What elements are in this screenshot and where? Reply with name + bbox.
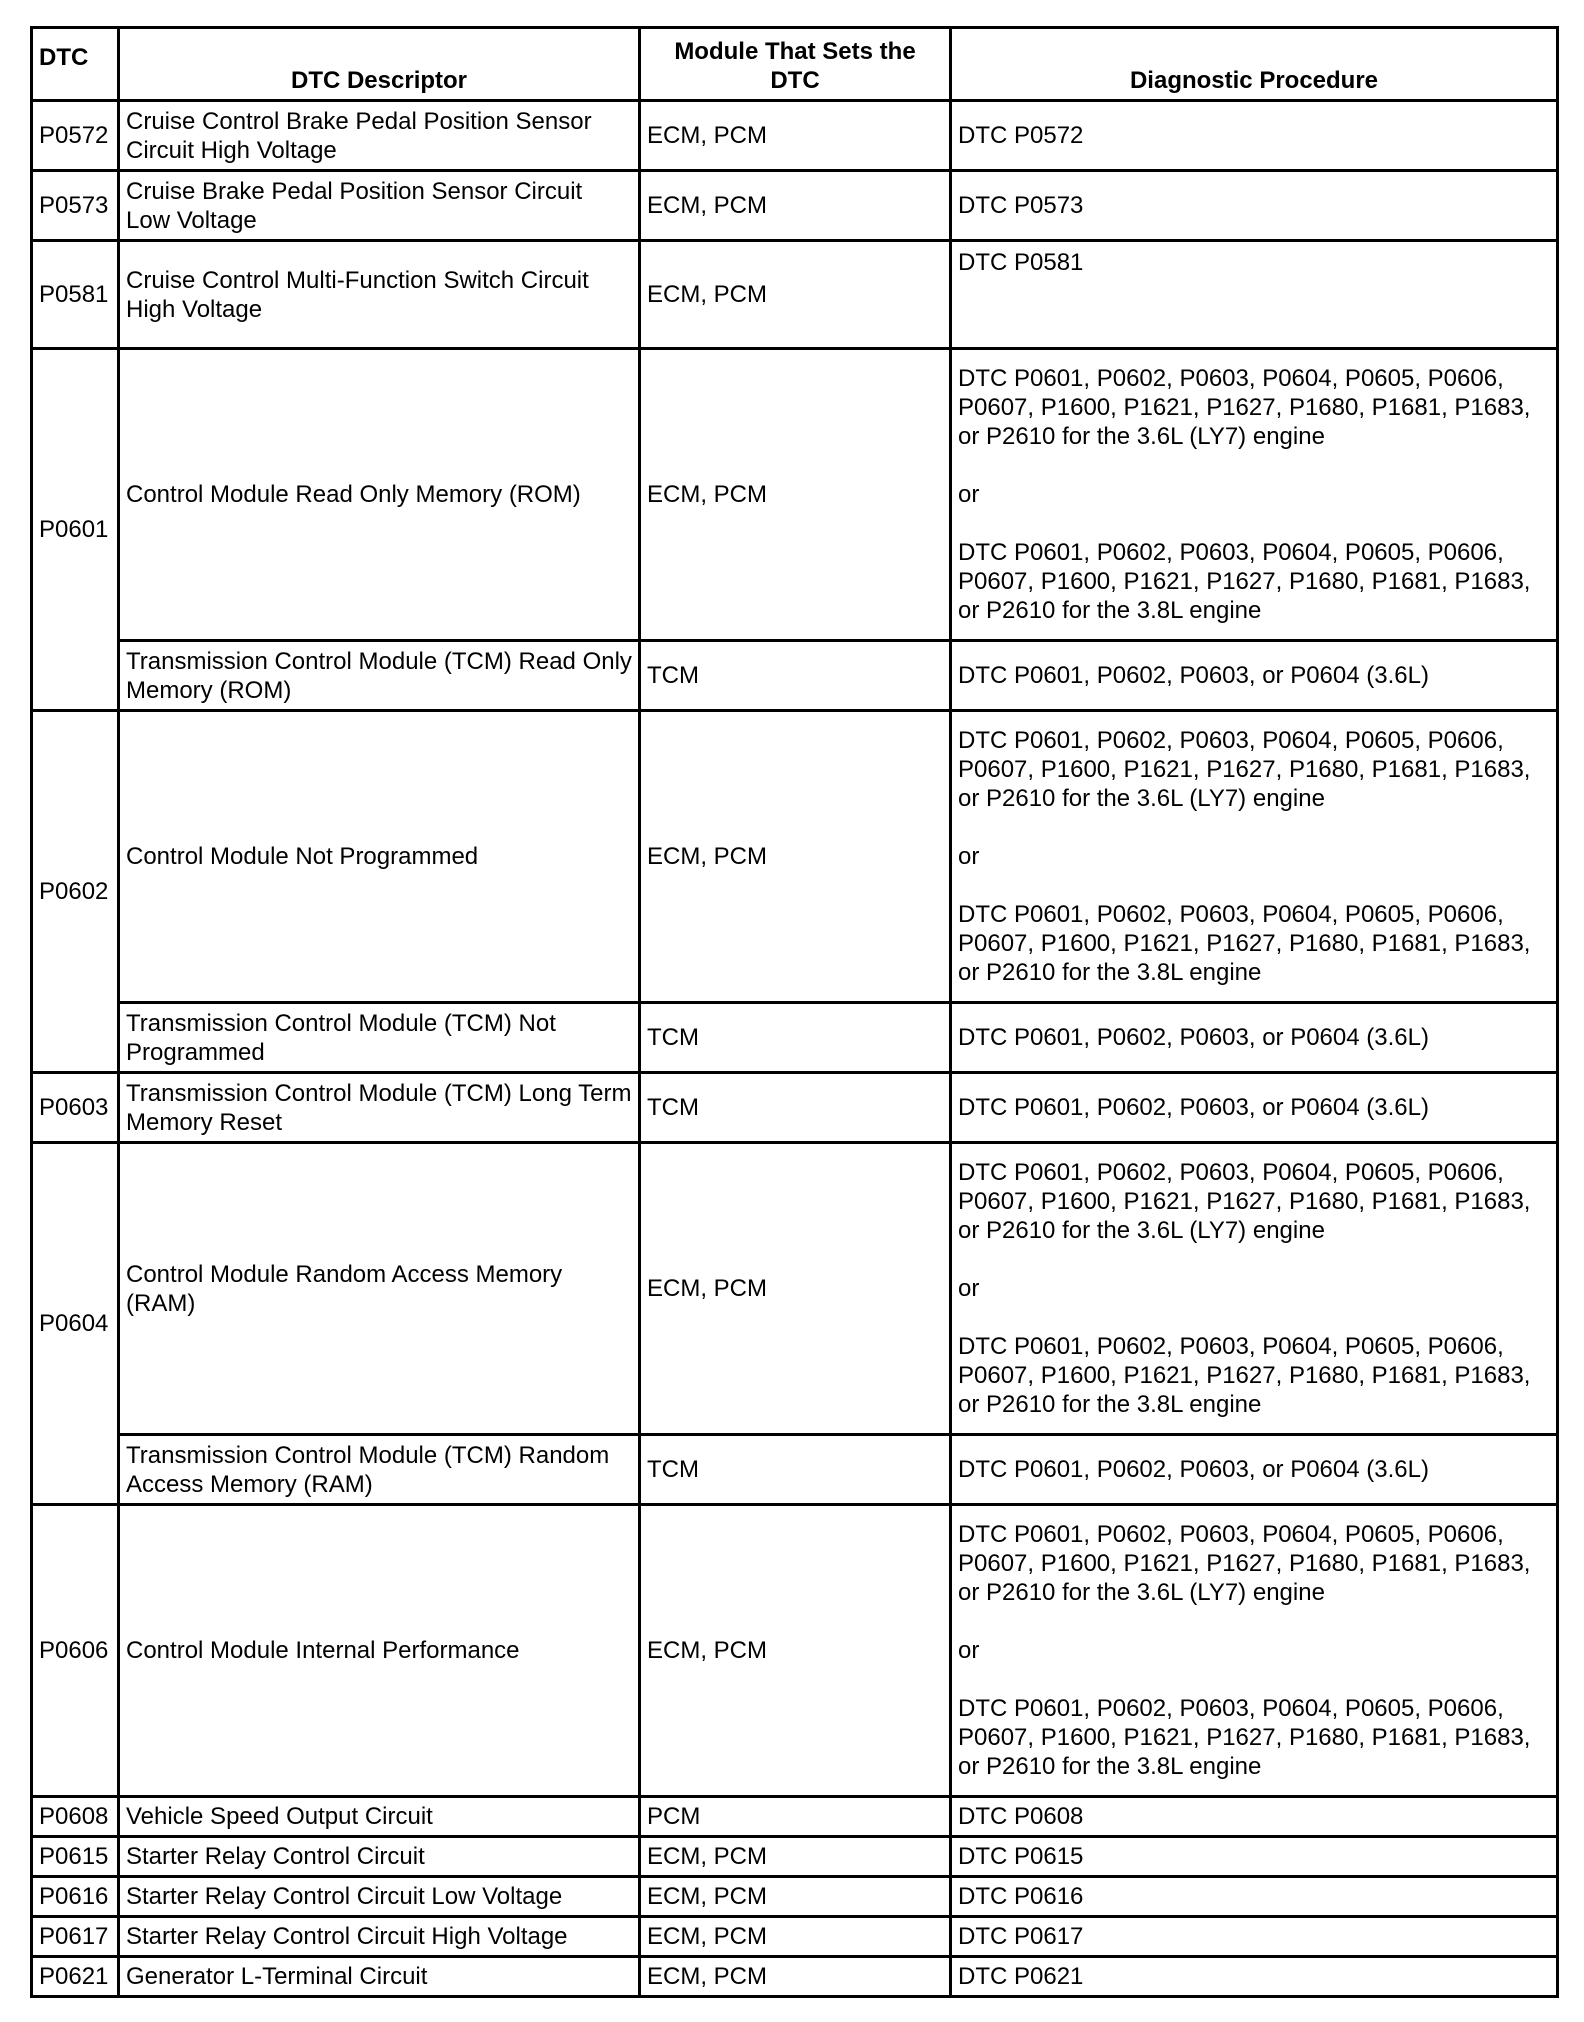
dtc-code: P0616	[32, 1877, 119, 1917]
table-row	[32, 1073, 1558, 1143]
procedure-ly7: DTC P0601, P0602, P0603, P0604, P0605, P0606, P0607, P1600, P1621, P1627, P1680, P1681, P1683, or P2610 for the 3.6L (LY7) engine	[958, 1159, 1531, 1244]
procedure-ly7: DTC P0601, P0602, P0603, P0604, P0605, P0606, P0607, P1600, P1621, P1627, P1680, P1681, P1683, or P2610 for the 3.6L (LY7) engine	[958, 727, 1531, 812]
module-cell: ECM, PCM	[640, 241, 951, 349]
module-cell: ECM, PCM	[640, 171, 951, 241]
dtc-code: P0604	[32, 1143, 119, 1505]
table-row	[32, 1957, 1558, 1997]
procedure-cell: DTC P0601, P0602, P0603, or P0604 (3.6L)	[951, 1073, 1558, 1143]
table-row	[32, 1003, 1558, 1073]
dtc-descriptor: Transmission Control Module (TCM) Long Term Memory Reset	[119, 1073, 640, 1143]
procedure-cell	[951, 711, 1558, 1003]
procedure-38l: DTC P0601, P0602, P0603, P0604, P0605, P0606, P0607, P1600, P1621, P1627, P1680, P1681, P1683, or P2610 for the 3.8L engine	[958, 1333, 1531, 1418]
procedure-cell: DTC P0581	[951, 241, 1558, 349]
dtc-code: P0602	[32, 711, 119, 1073]
dtc-descriptor: Cruise Brake Pedal Position Sensor Circuit Low Voltage	[119, 171, 640, 241]
module-cell: ECM, PCM	[640, 1143, 951, 1435]
procedure-cell: DTC P0616	[951, 1877, 1558, 1917]
procedure-38l: DTC P0601, P0602, P0603, P0604, P0605, P0606, P0607, P1600, P1621, P1627, P1680, P1681, P1683, or P2610 for the 3.8L engine	[958, 901, 1531, 986]
dtc-descriptor: Generator L-Terminal Circuit	[119, 1957, 640, 1997]
table-row	[32, 241, 1558, 349]
dtc-code: P0601	[32, 349, 119, 711]
dtc-code: P0603	[32, 1073, 119, 1143]
table-row	[32, 1877, 1558, 1917]
dtc-code: P0621	[32, 1957, 119, 1997]
dtc-code: P0615	[32, 1837, 119, 1877]
header-descriptor: DTC Descriptor	[119, 28, 640, 101]
dtc-code: P0617	[32, 1917, 119, 1957]
procedure-ly7: DTC P0601, P0602, P0603, P0604, P0605, P0606, P0607, P1600, P1621, P1627, P1680, P1681, P1683, or P2610 for the 3.6L (LY7) engine	[958, 1521, 1531, 1606]
header-procedure: Diagnostic Procedure	[951, 28, 1558, 101]
dtc-code: P0573	[32, 171, 119, 241]
dtc-descriptor: Starter Relay Control Circuit High Voltage	[119, 1917, 640, 1957]
table-row	[32, 1917, 1558, 1957]
procedure-cell: DTC P0615	[951, 1837, 1558, 1877]
module-cell: PCM	[640, 1797, 951, 1837]
procedure-or: or	[958, 843, 980, 870]
module-cell: ECM, PCM	[640, 349, 951, 641]
module-cell: ECM, PCM	[640, 1877, 951, 1917]
procedure-cell	[951, 1143, 1558, 1435]
procedure-38l: DTC P0601, P0602, P0603, P0604, P0605, P0606, P0607, P1600, P1621, P1627, P1680, P1681, P1683, or P2610 for the 3.8L engine	[958, 1695, 1531, 1780]
table-row	[32, 641, 1558, 711]
module-cell: ECM, PCM	[640, 1917, 951, 1957]
dtc-descriptor: Transmission Control Module (TCM) Read Only Memory (ROM)	[119, 641, 640, 711]
table-row	[32, 1837, 1558, 1877]
table-row	[32, 101, 1558, 171]
dtc-code: P0581	[32, 241, 119, 349]
header-dtc: DTC	[32, 28, 119, 101]
procedure-38l: DTC P0601, P0602, P0603, P0604, P0605, P0606, P0607, P1600, P1621, P1627, P1680, P1681, P1683, or P2610 for the 3.8L engine	[958, 539, 1531, 624]
module-cell: TCM	[640, 1435, 951, 1505]
procedure-cell	[951, 1505, 1558, 1797]
dtc-descriptor: Transmission Control Module (TCM) Random Access Memory (RAM)	[119, 1435, 640, 1505]
table-row	[32, 711, 1558, 1003]
table-row	[32, 171, 1558, 241]
procedure-or: or	[958, 1637, 980, 1664]
dtc-code: P0606	[32, 1505, 119, 1797]
dtc-descriptor: Control Module Read Only Memory (ROM)	[119, 349, 640, 641]
dtc-descriptor: Control Module Not Programmed	[119, 711, 640, 1003]
dtc-descriptor: Cruise Control Brake Pedal Position Sensor Circuit High Voltage	[119, 101, 640, 171]
module-cell: ECM, PCM	[640, 711, 951, 1003]
dtc-descriptor: Transmission Control Module (TCM) Not Programmed	[119, 1003, 640, 1073]
procedure-or: or	[958, 481, 980, 508]
table-row	[32, 349, 1558, 641]
module-cell: TCM	[640, 641, 951, 711]
procedure-cell: DTC P0573	[951, 171, 1558, 241]
table-row	[32, 1435, 1558, 1505]
header-module: Module That Sets the DTC	[640, 28, 951, 101]
dtc-code: P0608	[32, 1797, 119, 1837]
procedure-cell: DTC P0608	[951, 1797, 1558, 1837]
table-row	[32, 1505, 1558, 1797]
header-row	[32, 28, 1558, 101]
dtc-descriptor: Control Module Internal Performance	[119, 1505, 640, 1797]
module-cell: ECM, PCM	[640, 101, 951, 171]
dtc-descriptor: Control Module Random Access Memory (RAM)	[119, 1143, 640, 1435]
dtc-descriptor: Starter Relay Control Circuit Low Voltage	[119, 1877, 640, 1917]
table-row	[32, 1797, 1558, 1837]
module-cell: TCM	[640, 1003, 951, 1073]
procedure-cell: DTC P0601, P0602, P0603, or P0604 (3.6L)	[951, 1435, 1558, 1505]
procedure-cell: DTC P0601, P0602, P0603, or P0604 (3.6L)	[951, 1003, 1558, 1073]
table-row	[32, 1143, 1558, 1435]
dtc-table	[30, 26, 1559, 1998]
module-cell: ECM, PCM	[640, 1957, 951, 1997]
module-cell: TCM	[640, 1073, 951, 1143]
dtc-code: P0572	[32, 101, 119, 171]
procedure-cell: DTC P0601, P0602, P0603, or P0604 (3.6L)	[951, 641, 1558, 711]
procedure-cell: DTC P0572	[951, 101, 1558, 171]
module-cell: ECM, PCM	[640, 1505, 951, 1797]
module-cell: ECM, PCM	[640, 1837, 951, 1877]
procedure-ly7: DTC P0601, P0602, P0603, P0604, P0605, P0606, P0607, P1600, P1621, P1627, P1680, P1681, P1683, or P2610 for the 3.6L (LY7) engine	[958, 365, 1531, 450]
procedure-cell: DTC P0621	[951, 1957, 1558, 1997]
procedure-cell	[951, 349, 1558, 641]
dtc-descriptor: Starter Relay Control Circuit	[119, 1837, 640, 1877]
procedure-cell: DTC P0617	[951, 1917, 1558, 1957]
dtc-descriptor: Vehicle Speed Output Circuit	[119, 1797, 640, 1837]
dtc-descriptor: Cruise Control Multi-Function Switch Circuit High Voltage	[119, 241, 640, 349]
procedure-or: or	[958, 1275, 980, 1302]
